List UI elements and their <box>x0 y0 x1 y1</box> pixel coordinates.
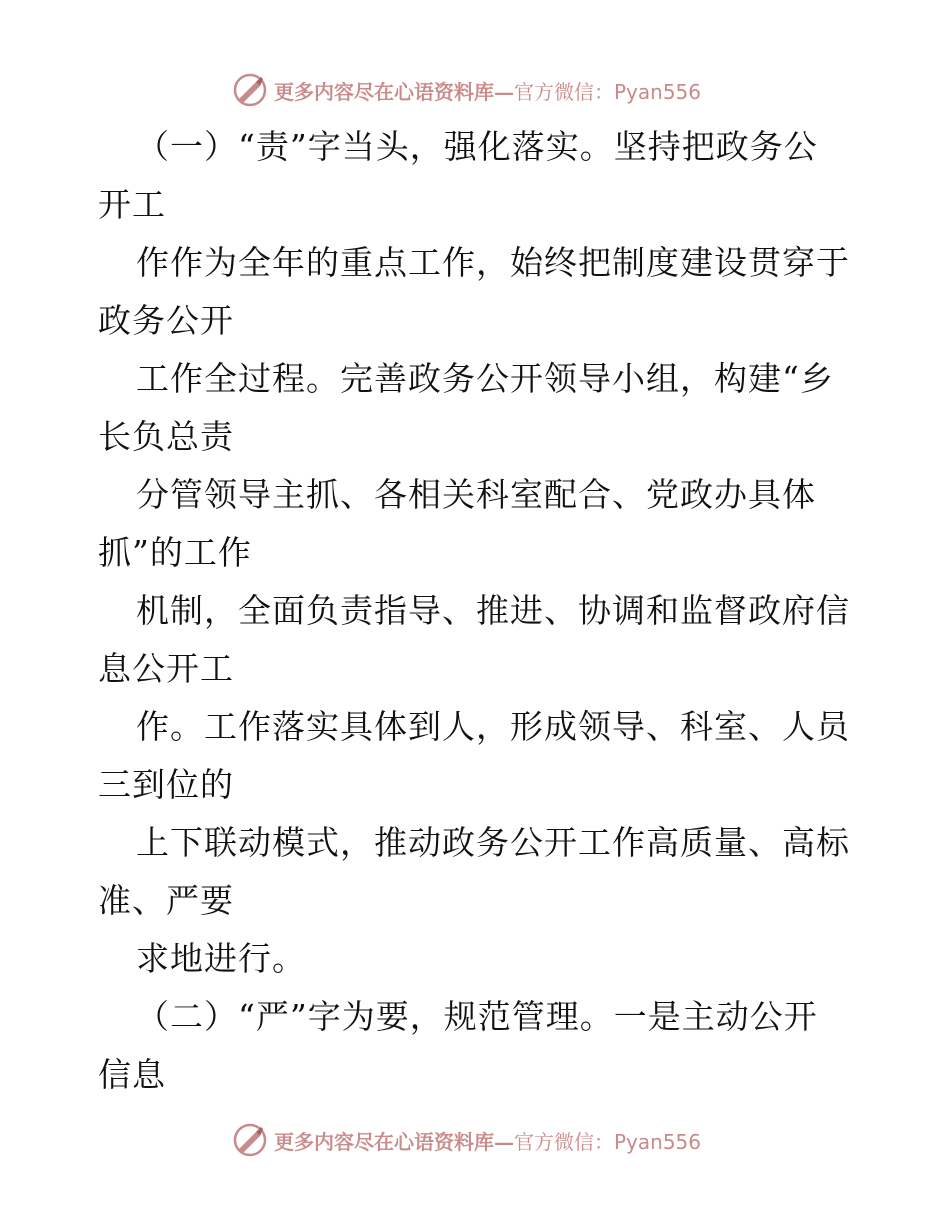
body-line: 作作为全年的重点工作，始终把制度建设贯穿于 <box>136 243 850 282</box>
body-line: 政务公开 <box>98 301 234 340</box>
body-line: 信息 <box>98 1055 166 1094</box>
body-line: （二）“严”字为要，规范管理。一是主动公开 <box>136 997 818 1036</box>
body-line: （一）“责”字当头，强化落实。坚持把政务公 <box>136 127 818 166</box>
body-line: 机制，全面负责指导、推进、协调和监督政府信 <box>136 591 850 630</box>
body-line: 三到位的 <box>98 765 234 804</box>
watermark-wechat: 官方微信：Pyan556 <box>514 79 702 104</box>
body-line: 息公开工 <box>98 649 234 688</box>
body-line: 求地进行。 <box>136 939 306 978</box>
pen-logo-icon <box>232 72 268 108</box>
body-line: 分管领导主抓、各相关科室配合、党政办具体 <box>136 475 816 514</box>
body-line: 抓”的工作 <box>98 533 252 572</box>
body-line: 准、严要 <box>98 881 234 920</box>
watermark-wechat: 官方微信：Pyan556 <box>514 1129 702 1154</box>
body-line: 长负总责 <box>98 417 234 456</box>
body-line: 作。工作落实具体到人，形成领导、科室、人员 <box>136 707 850 746</box>
watermark-text: 更多内容尽在心语资料库— <box>274 79 514 104</box>
pen-logo-icon <box>232 1122 268 1158</box>
body-line: 上下联动模式，推动政务公开工作高质量、高标 <box>136 823 850 862</box>
header-watermark <box>232 70 701 110</box>
watermark-text: 更多内容尽在心语资料库— <box>274 1129 514 1154</box>
body-line: 开工 <box>98 185 166 224</box>
footer-watermark <box>232 1120 701 1160</box>
body-line: 工作全过程。完善政务公开领导小组，构建“乡 <box>136 359 834 398</box>
